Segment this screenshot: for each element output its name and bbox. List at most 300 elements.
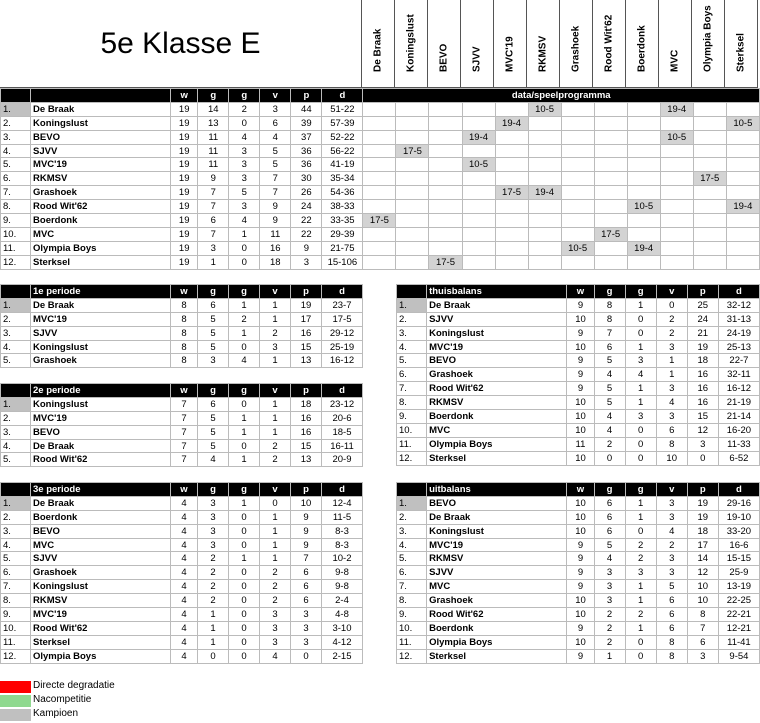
stat-cell: 8 [171,298,198,312]
stat-cell: 6 [656,594,687,608]
stat-cell: 11 [567,437,594,451]
position-cell: 7. [1,186,31,200]
team-column-header [692,0,725,88]
team-column-header [593,0,626,88]
table-row [397,298,760,312]
stat-cell: 9 [567,552,594,566]
stat-cell: 15-106 [322,255,363,269]
schedule-cell [528,130,561,144]
stat-cell: 0 [229,635,260,649]
stat-cell: 3 [260,621,291,635]
stat-cell: 1 [260,510,291,524]
column-header: v [656,483,687,497]
stat-cell: 9-54 [718,649,759,663]
team-name-cell: MVC'19 [427,538,567,552]
table-row [1,102,760,116]
schedule-cell [660,241,693,255]
schedule-cell [693,102,726,116]
schedule-cell [627,186,660,200]
schedule-cell [495,227,528,241]
position-cell: 5. [397,354,427,368]
stat-cell: 4 [229,214,260,228]
position-cell: 10. [1,227,31,241]
stat-cell: 5 [198,312,229,326]
position-cell: 4. [1,439,31,453]
stat-cell: 10 [567,496,594,510]
table-title: uitbalans [427,483,567,497]
periode1-table [0,284,363,368]
position-cell: 6. [1,172,31,186]
schedule-cell [594,172,627,186]
stat-cell: 17 [291,312,322,326]
position-cell: 6. [397,368,427,382]
schedule-cell [528,227,561,241]
stat-cell: 7 [171,453,198,467]
team-column-label: Grashoek [570,25,582,72]
position-cell: 5. [1,158,31,172]
position-cell: 11. [397,635,427,649]
table-row [397,635,760,649]
schedule-cell [726,241,759,255]
stat-cell: 15-15 [718,552,759,566]
schedule-cell [594,102,627,116]
schedule-cell [363,241,396,255]
stat-cell: 15 [291,340,322,354]
table-row [397,382,760,396]
position-cell: 2. [397,312,427,326]
stat-cell: 6 [198,298,229,312]
team-name-cell: Rood Wit'62 [31,453,171,467]
stat-cell: 2-15 [322,649,363,663]
stat-cell: 4 [171,524,198,538]
schedule-cell [561,130,594,144]
schedule-cell [429,214,462,228]
stat-cell: 3 [229,144,260,158]
stat-cell: 10 [291,496,322,510]
schedule-cell [396,102,429,116]
team-name-cell: Sterksel [31,255,171,269]
stat-cell: 21-19 [718,396,759,410]
position-cell: 3. [1,524,31,538]
schedule-cell [660,227,693,241]
schedule-header: data/speelprogramma [363,89,760,103]
table-row [1,298,363,312]
header-pos [1,89,31,103]
table-row [397,451,760,465]
position-cell: 7. [397,382,427,396]
team-name-cell: BEVO [427,354,567,368]
stat-cell: 32-12 [718,298,759,312]
table-row [397,437,760,451]
header-pos [397,483,427,497]
stat-cell: 19 [171,102,198,116]
schedule-cell [594,186,627,200]
column-header: g [198,483,229,497]
team-name-cell: RKMSV [427,396,567,410]
schedule-cell: 19-4 [627,241,660,255]
stat-cell: 10 [567,423,594,437]
stat-cell: 3 [656,566,687,580]
position-cell: 12. [1,649,31,663]
team-column-label: Sterksel [735,33,747,72]
column-header: v [260,285,291,299]
stat-cell: 0 [229,340,260,354]
schedule-cell [363,102,396,116]
team-name-cell: Boerdonk [427,410,567,424]
stat-cell: 4 [171,566,198,580]
stat-cell: 2 [260,326,291,340]
team-name-cell: Grashoek [31,354,171,368]
schedule-cell [528,144,561,158]
position-cell: 1. [1,102,31,116]
stat-cell: 7 [198,186,229,200]
stat-cell: 2 [260,566,291,580]
stat-cell: 19 [171,227,198,241]
stat-cell: 19 [687,496,718,510]
schedule-cell: 10-5 [528,102,561,116]
schedule-cell [660,214,693,228]
stat-cell: 0 [229,510,260,524]
stat-cell: 2 [198,580,229,594]
schedule-cell [396,241,429,255]
table-row [1,496,363,510]
stat-cell: 0 [260,496,291,510]
stat-cell: 25 [687,298,718,312]
schedule-cell [561,227,594,241]
column-header: w [171,285,198,299]
legend-label: Kampioen [33,708,79,719]
legend-swatch [0,709,31,721]
stat-cell: 5 [198,439,229,453]
position-cell: 3. [1,326,31,340]
team-name-cell: Koningslust [31,116,171,130]
team-name-cell: Koningslust [31,397,171,411]
team-name-cell: MVC'19 [31,158,171,172]
stat-cell: 1 [625,396,656,410]
stat-cell: 32-11 [718,368,759,382]
schedule-cell [528,241,561,255]
table-row [1,130,760,144]
schedule-cell [363,158,396,172]
schedule-cell [363,130,396,144]
stat-cell: 25-19 [322,340,363,354]
schedule-cell [462,241,495,255]
stat-cell: 3 [291,635,322,649]
stat-cell: 16 [291,326,322,340]
stat-cell: 9 [291,510,322,524]
schedule-cell [726,102,759,116]
column-header: w [171,384,198,398]
position-cell: 1. [397,298,427,312]
schedule-cell [627,255,660,269]
stat-cell: 7 [171,425,198,439]
stat-cell: 2 [260,453,291,467]
stat-cell: 2 [594,621,625,635]
stat-cell: 10 [567,312,594,326]
table-title [31,89,171,103]
schedule-cell: 19-4 [726,200,759,214]
stat-cell: 22 [291,214,322,228]
stat-cell: 24 [687,312,718,326]
table-row [397,326,760,340]
stat-cell: 11 [198,130,229,144]
column-header: p [687,285,718,299]
stat-cell: 0 [229,649,260,663]
schedule-cell [528,158,561,172]
table-row [397,552,760,566]
stat-cell: 2 [198,594,229,608]
schedule-cell [561,186,594,200]
schedule-cell [429,241,462,255]
stat-cell: 0 [229,116,260,130]
schedule-cell [660,255,693,269]
stat-cell: 1 [229,453,260,467]
position-cell: 11. [397,437,427,451]
column-header: p [291,384,322,398]
stat-cell: 9-8 [322,580,363,594]
stat-cell: 7 [260,172,291,186]
stat-cell: 4 [171,594,198,608]
stat-cell: 1 [198,255,229,269]
team-name-cell: Olympia Boys [427,437,567,451]
stat-cell: 2 [656,538,687,552]
schedule-cell [429,144,462,158]
stat-cell: 4 [656,524,687,538]
schedule-cell [429,102,462,116]
stat-cell: 19 [171,158,198,172]
stat-cell: 52-22 [322,130,363,144]
stat-cell: 22 [291,227,322,241]
team-column-header [560,0,593,88]
schedule-cell [693,158,726,172]
schedule-cell [429,130,462,144]
stat-cell: 9 [567,354,594,368]
legend-swatch [0,695,31,707]
schedule-cell [693,200,726,214]
stat-cell: 7 [291,552,322,566]
column-header: d [322,483,363,497]
stat-cell: 6 [260,116,291,130]
stat-cell: 36 [291,144,322,158]
position-cell: 10. [397,621,427,635]
header-pos [1,384,31,398]
schedule-cell [495,255,528,269]
column-header: g [594,483,625,497]
column-header: d [322,384,363,398]
position-cell: 2. [1,411,31,425]
stat-cell: 3 [260,102,291,116]
stat-cell: 56-22 [322,144,363,158]
schedule-cell [363,186,396,200]
stat-cell: 5 [594,538,625,552]
stat-cell: 9 [260,200,291,214]
schedule-cell [693,116,726,130]
team-name-cell: Sterksel [31,635,171,649]
stat-cell: 26 [291,186,322,200]
table-row [1,200,760,214]
stat-cell: 8 [656,437,687,451]
schedule-cell [495,144,528,158]
standings-table [0,88,760,270]
position-cell: 8. [397,396,427,410]
position-cell: 5. [1,552,31,566]
schedule-cell [495,241,528,255]
position-cell: 4. [1,340,31,354]
stat-cell: 4 [171,649,198,663]
stat-cell: 1 [625,580,656,594]
schedule-cell [396,227,429,241]
schedule-cell [693,130,726,144]
stat-cell: 13-19 [718,580,759,594]
table-row [1,594,363,608]
stat-cell: 20-6 [322,411,363,425]
team-name-cell: De Braak [31,496,171,510]
stat-cell: 0 [229,566,260,580]
stat-cell: 11-33 [718,437,759,451]
stat-cell: 44 [291,102,322,116]
column-header: d [718,483,759,497]
stat-cell: 0 [229,538,260,552]
team-column-label: De Braak [372,28,384,72]
stat-cell: 0 [625,326,656,340]
stat-cell: 4 [260,130,291,144]
schedule-cell [726,227,759,241]
stat-cell: 9 [567,580,594,594]
position-cell: 7. [1,580,31,594]
schedule-cell [693,144,726,158]
stat-cell: 4 [594,410,625,424]
stat-cell: 0 [229,524,260,538]
position-cell: 5. [1,453,31,467]
table-row [1,649,363,663]
stat-cell: 1 [229,496,260,510]
stat-cell: 5 [594,396,625,410]
stat-cell: 4 [594,423,625,437]
table-row [397,340,760,354]
column-header: p [291,89,322,103]
stat-cell: 10 [567,594,594,608]
schedule-cell [462,255,495,269]
stat-cell: 14 [687,552,718,566]
schedule-cell [594,214,627,228]
stat-cell: 3 [291,621,322,635]
stat-cell: 0 [625,635,656,649]
stat-cell: 4 [229,130,260,144]
stat-cell: 0 [291,649,322,663]
team-name-cell: De Braak [427,298,567,312]
team-name-cell: SJVV [427,312,567,326]
schedule-cell [561,116,594,130]
column-header: g [625,285,656,299]
stat-cell: 13 [291,453,322,467]
stat-cell: 16 [291,411,322,425]
stat-cell: 37 [291,130,322,144]
table-row [397,538,760,552]
stat-cell: 20-9 [322,453,363,467]
team-column-header [395,0,428,88]
stat-cell: 3 [594,566,625,580]
column-header: v [260,384,291,398]
stat-cell: 0 [198,649,229,663]
stat-cell: 16-11 [322,439,363,453]
stat-cell: 2 [229,312,260,326]
position-cell: 6. [1,566,31,580]
stat-cell: 12-21 [718,621,759,635]
schedule-cell [660,186,693,200]
schedule-cell [627,227,660,241]
stat-cell: 9 [198,172,229,186]
stat-cell: 3 [229,158,260,172]
stat-cell: 10 [567,451,594,465]
team-column-header [527,0,560,88]
stat-cell: 3 [229,200,260,214]
position-cell: 1. [1,496,31,510]
stat-cell: 19 [171,186,198,200]
stat-cell: 3 [656,510,687,524]
schedule-cell: 10-5 [627,200,660,214]
stat-cell: 1 [229,298,260,312]
team-column-label: RKMSV [537,35,549,72]
stat-cell: 0 [229,621,260,635]
stat-cell: 9 [291,538,322,552]
stat-cell: 7 [260,186,291,200]
table-row [1,241,760,255]
team-column-label: SJVV [471,46,483,72]
stat-cell: 2-4 [322,594,363,608]
stat-cell: 3 [291,608,322,622]
position-cell: 11. [1,635,31,649]
column-header: w [567,285,594,299]
stat-cell: 21-75 [322,241,363,255]
schedule-cell [594,158,627,172]
stat-cell: 3 [260,635,291,649]
schedule-cell [693,241,726,255]
table-row [1,552,363,566]
stat-cell: 3 [198,354,229,368]
column-header: g [229,384,260,398]
stat-cell: 6 [291,594,322,608]
column-header: g [198,285,229,299]
team-name-cell: De Braak [31,439,171,453]
stat-cell: 24 [291,200,322,214]
stat-cell: 19-10 [718,510,759,524]
schedule-cell [594,200,627,214]
stat-cell: 29-12 [322,326,363,340]
stat-cell: 1 [260,538,291,552]
stat-cell: 10 [656,451,687,465]
stat-cell: 1 [625,510,656,524]
schedule-cell [363,255,396,269]
table-row [1,144,760,158]
legend-label: Nacompetitie [33,694,92,705]
schedule-cell [363,116,396,130]
schedule-cell [462,214,495,228]
stat-cell: 18-5 [322,425,363,439]
stat-cell: 22-21 [718,608,759,622]
table-row [1,566,363,580]
stat-cell: 4 [594,552,625,566]
team-name-cell: Grashoek [427,368,567,382]
stat-cell: 33-20 [718,524,759,538]
stat-cell: 36 [291,158,322,172]
stat-cell: 4 [260,649,291,663]
stat-cell: 0 [625,451,656,465]
position-cell: 12. [397,451,427,465]
schedule-cell [363,144,396,158]
stat-cell: 6 [656,423,687,437]
team-name-cell: MVC [427,423,567,437]
schedule-cell [396,130,429,144]
